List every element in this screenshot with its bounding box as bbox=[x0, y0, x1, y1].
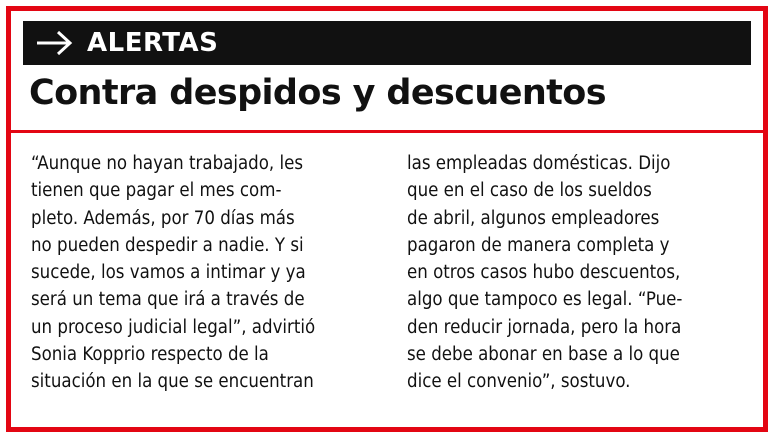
alert-header bbox=[11, 11, 763, 133]
text-line: pagaron de manera completa y bbox=[407, 234, 670, 256]
article-body bbox=[31, 150, 743, 396]
text-column-left bbox=[31, 150, 367, 396]
arrow-right-icon bbox=[35, 30, 73, 56]
text-line: dice el convenio”, sostuvo. bbox=[407, 371, 631, 393]
text-line: que en el caso de los sueldos bbox=[407, 180, 652, 202]
text-line: tienen que pagar el mes com- bbox=[31, 180, 282, 202]
section-tag-bar bbox=[23, 21, 751, 65]
text-line: algo que tampoco es legal. “Pue- bbox=[407, 289, 683, 311]
text-line: en otros casos hubo descuentos, bbox=[407, 262, 681, 284]
text-line: las empleadas domésticas. Dijo bbox=[407, 153, 671, 174]
text-line: situación en la que se encuentran bbox=[31, 371, 314, 393]
text-line: pleto. Además, por 70 días más bbox=[31, 207, 295, 229]
text-line: será un tema que irá a través de bbox=[31, 289, 305, 311]
text-line: se debe abonar en base a lo que bbox=[407, 344, 680, 366]
section-tag: ALERTAS bbox=[87, 28, 219, 58]
text-line: de abril, algunos empleadores bbox=[407, 207, 660, 229]
text-line: den reducir jornada, pero la hora bbox=[407, 316, 682, 338]
text-line: “Aunque no hayan trabajado, les bbox=[31, 153, 304, 174]
text-line: sucede, los vamos a intimar y ya bbox=[31, 262, 306, 284]
text-line: no pueden despedir a nadie. Y si bbox=[31, 234, 304, 256]
text-line: Sonia Kopprio respecto de la bbox=[31, 344, 269, 366]
headline: Contra despidos y descuentos bbox=[29, 73, 606, 113]
text-column-right bbox=[407, 150, 743, 396]
alert-box bbox=[6, 6, 768, 432]
text-line: un proceso judicial legal”, advirtió bbox=[31, 316, 316, 338]
